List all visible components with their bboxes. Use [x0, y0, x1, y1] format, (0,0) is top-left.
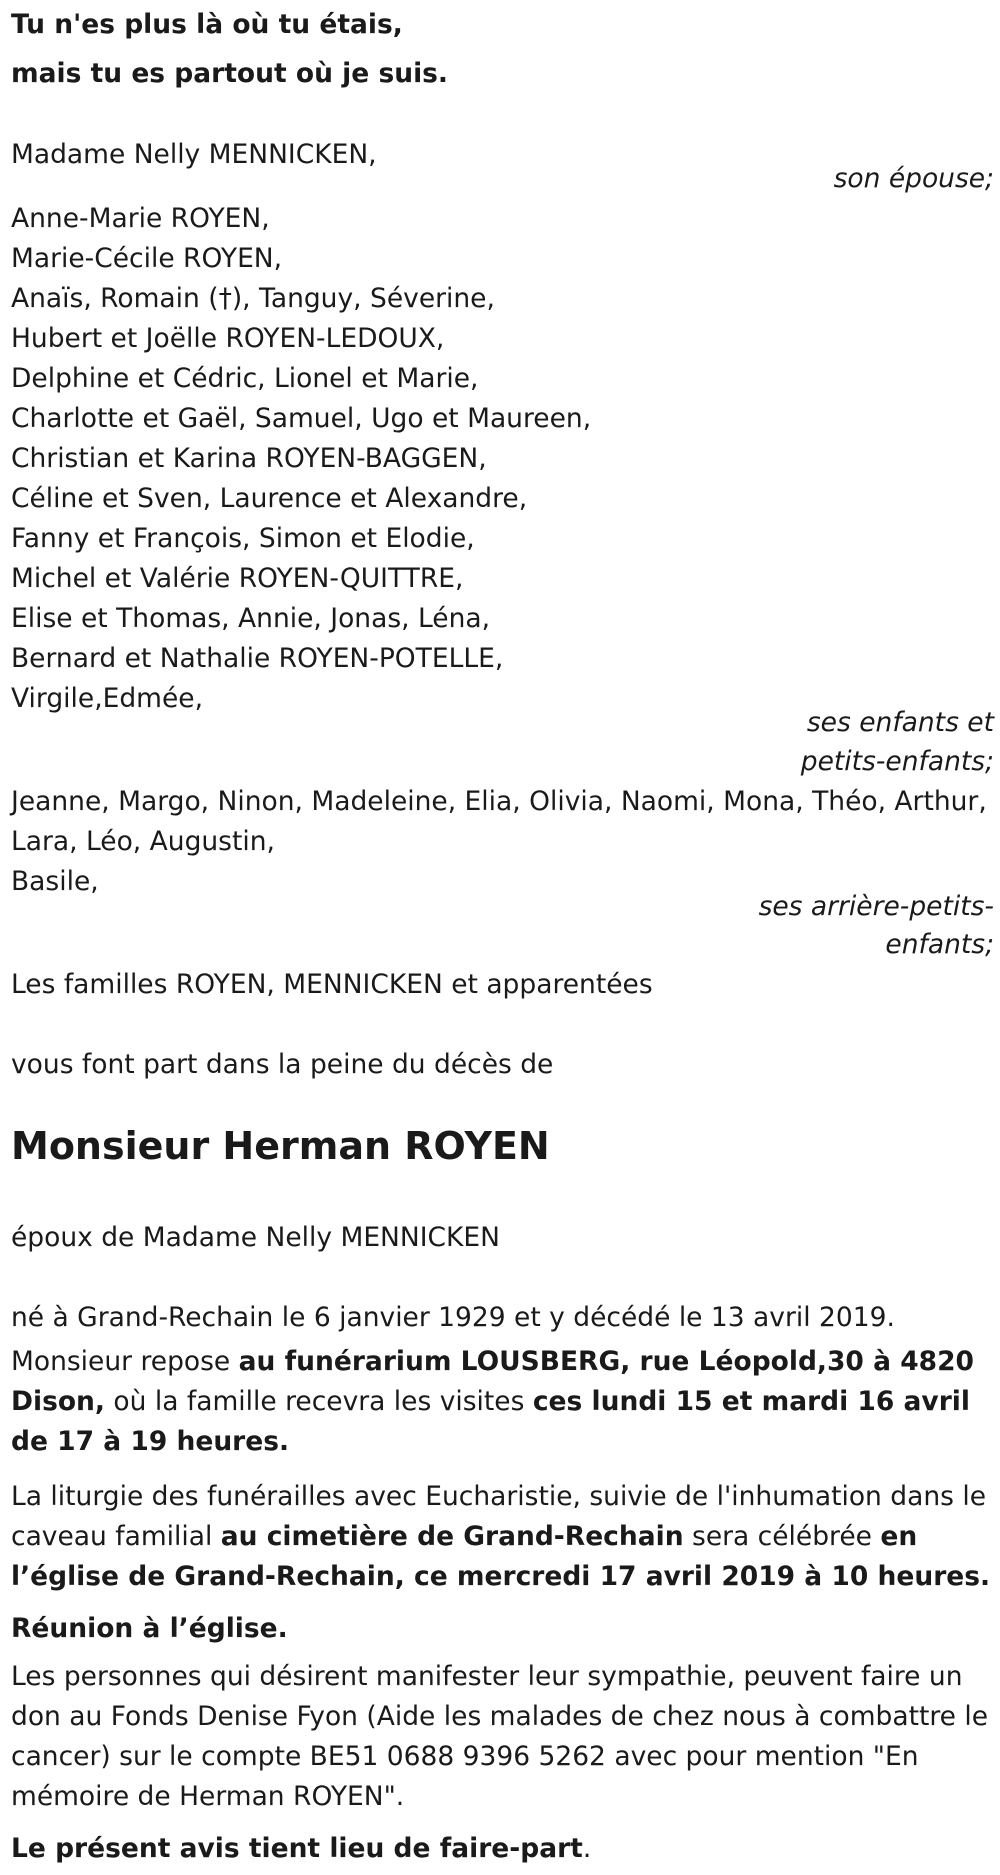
- families: Les familles ROYEN, MENNICKEN et apparentées: [11, 969, 653, 1000]
- list-item: Anne-Marie ROYEN,: [11, 203, 270, 234]
- quote-line-1: Tu n'es plus là où tu étais,: [11, 9, 403, 40]
- spouse-of: époux de Madame Nelly MENNICKEN: [11, 1222, 500, 1253]
- visiting-hours: ces lundi 15 et mardi 16 avril de 17 à 19 heures.: [11, 1386, 970, 1457]
- list-item: Hubert et Joëlle ROYEN-LEDOUX,: [11, 323, 445, 354]
- list-item: Jeanne, Margo, Ninon, Madeleine, Elia, Olivia, Naomi, Mona, Théo, Arthur,: [11, 786, 987, 817]
- liturgy-text-1: La liturgie des funérailles avec Eucharistie, suivie de l'inhumation dans le caveau familial: [11, 1481, 987, 1552]
- visitation-text-1: Monsieur repose: [11, 1346, 239, 1377]
- quote-line-2: mais tu es partout où je suis.: [11, 58, 449, 89]
- deceased-name: Monsieur Herman ROYEN: [11, 1124, 550, 1168]
- list-item: Céline et Sven, Laurence et Alexandre,: [11, 483, 528, 514]
- list-item: Fanny et François, Simon et Elodie,: [11, 523, 475, 554]
- closing-end: .: [582, 1833, 592, 1864]
- spouse-name: Madame Nelly MENNICKEN,: [11, 139, 377, 170]
- list-item: Basile,: [11, 866, 99, 897]
- closing-line: [11, 1832, 591, 1866]
- list-item: Lara, Léo, Augustin,: [11, 826, 275, 857]
- visitation-paragraph: [11, 1342, 1000, 1462]
- birth-death: né à Grand-Rechain le 6 janvier 1929 et y décédé le 13 avril 2019.: [11, 1302, 895, 1333]
- donation-paragraph: Les personnes qui désirent manifester leur sympathie, peuvent faire un don au Fonds Denise Fyon (Aide les malades de chez nous à combattre le cancer) sur le compte BE51 0688 9396 5262 avec pour mention "En mémoire de Herman ROYEN".: [11, 1661, 989, 1812]
- list-item: Delphine et Cédric, Lionel et Marie,: [11, 363, 479, 394]
- children-role-2: petits-enfants;: [800, 746, 994, 777]
- list-item: Anaïs, Romain (†), Tanguy, Séverine,: [11, 283, 495, 314]
- great-grandchildren-role-2: enfants;: [885, 929, 994, 960]
- church-service: en l’église de Grand-Rechain, ce mercredi 17 avril 2019 à 10 heures.: [11, 1521, 991, 1592]
- list-item: Bernard et Nathalie ROYEN-POTELLE,: [11, 643, 504, 674]
- list-item: Christian et Karina ROYEN-BAGGEN,: [11, 443, 487, 474]
- great-grandchildren-role-1: ses arrière-petits-: [758, 891, 994, 922]
- liturgy-paragraph: [11, 1477, 1000, 1597]
- funeral-home: au funérarium LOUSBERG, rue Léopold,30 à 4820 Dison,: [11, 1346, 974, 1417]
- list-item: Michel et Valérie ROYEN-QUITTRE,: [11, 563, 464, 594]
- church-meeting: Réunion à l’église.: [11, 1613, 288, 1644]
- announcement: vous font part dans la peine du décès de: [11, 1049, 554, 1080]
- closing-bold: Le présent avis tient lieu de faire-part: [11, 1833, 583, 1864]
- list-item: Charlotte et Gaël, Samuel, Ugo et Maureen,: [11, 403, 592, 434]
- spouse-role: son épouse;: [833, 163, 994, 194]
- children-role-1: ses enfants et: [806, 707, 994, 738]
- list-item: Marie-Cécile ROYEN,: [11, 243, 283, 274]
- visitation-text-2: où la famille recevra les visites: [105, 1386, 533, 1417]
- list-item: Virgile,Edmée,: [11, 683, 204, 714]
- list-item: Elise et Thomas, Annie, Jonas, Léna,: [11, 603, 491, 634]
- liturgy-text-2: sera célébrée: [683, 1521, 881, 1552]
- cemetery: au cimetière de Grand-Rechain: [220, 1521, 684, 1552]
